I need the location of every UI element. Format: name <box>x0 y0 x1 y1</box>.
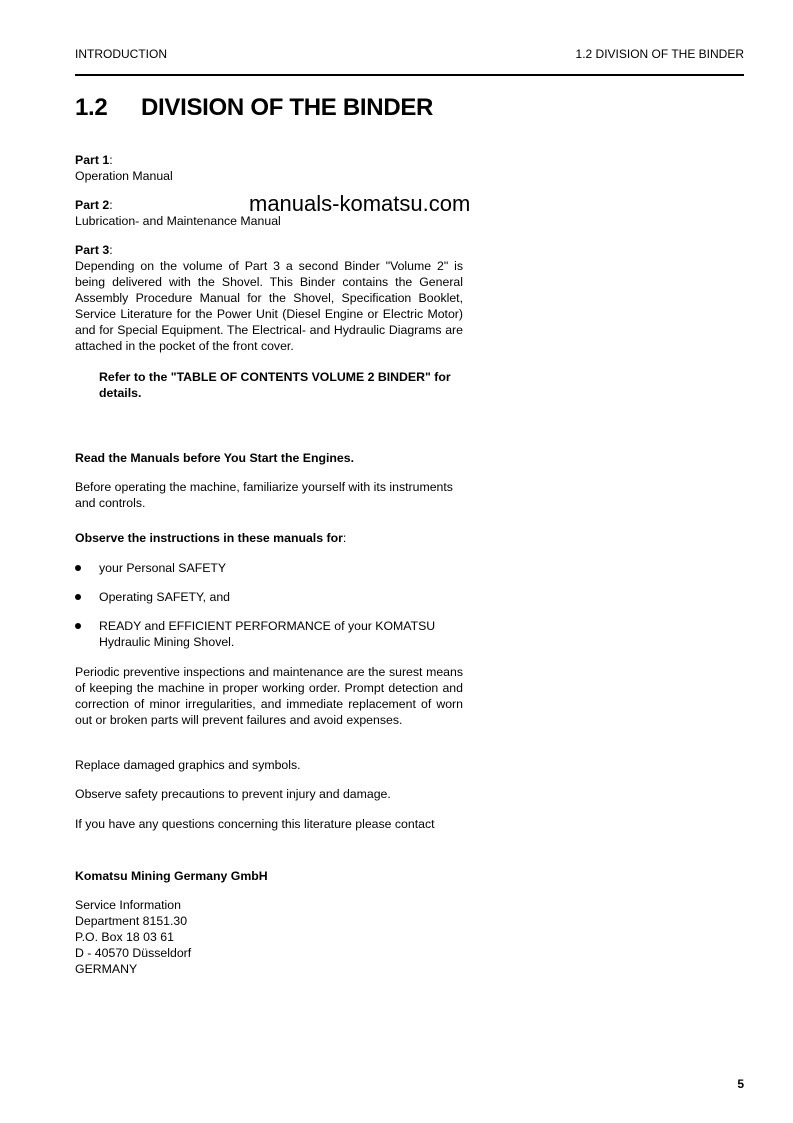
address-line: Service Information <box>75 898 181 912</box>
header-rule <box>75 74 744 76</box>
part-label: Part 2 <box>75 198 110 212</box>
running-header-left: INTRODUCTION <box>75 47 167 61</box>
part-1: Part 1: Operation Manual <box>75 152 463 184</box>
address-line: P.O. Box 18 03 61 <box>75 930 174 944</box>
part-description: Lubrication- and Maintenance Manual <box>75 214 281 228</box>
page-number: 5 <box>737 1077 744 1091</box>
part-label: Part 3 <box>75 243 110 257</box>
running-header-right: 1.2 DIVISION OF THE BINDER <box>575 47 744 61</box>
part-2: Part 2: Lubrication- and Maintenance Manual <box>75 197 463 229</box>
paragraph-graphics: Replace damaged graphics and symbols. <box>75 758 301 772</box>
part-label: Part 1 <box>75 153 110 167</box>
part-3: Part 3: Depending on the volume of Part 3 a second Binder "Volume 2" is being delivered with the Shovel. This Binder contains the General Assembly Procedure Manual for the Shovel, Specification Booklet, Service Literature for the Power Unit (Diesel Engine or Electric Motor) and for Special Equipment. The Electrical- and Hydraulic Diagrams are attached in the pocket of the front cover. <box>75 243 463 353</box>
bullet-icon <box>75 623 81 629</box>
paragraph-contact: If you have any questions concerning this literature please contact <box>75 817 435 831</box>
bullet-icon <box>75 565 81 571</box>
read-heading: Read the Manuals before You Start the Engines. <box>75 451 355 465</box>
section-title <box>75 93 433 123</box>
observe-heading: Observe the instructions in these manuals for: <box>75 531 347 545</box>
address-line: GERMANY <box>75 962 138 976</box>
address-line: Department 8151.30 <box>75 914 188 928</box>
section-number: 1.2 <box>75 94 108 121</box>
watermark: manuals-komatsu.com <box>249 191 471 216</box>
bullet-icon <box>75 594 81 600</box>
address-block <box>75 897 463 977</box>
paragraph-safety: Observe safety precautions to prevent injury and damage. <box>75 787 391 801</box>
company-name: Komatsu Mining Germany GmbH <box>75 869 268 883</box>
reference-note: Refer to the "TABLE OF CONTENTS VOLUME 2 BINDER" for details. <box>99 370 451 400</box>
part-description: Operation Manual <box>75 169 173 183</box>
section-title-text: DIVISION OF THE BINDER <box>141 94 434 121</box>
address-line: D - 40570 Düsseldorf <box>75 946 192 960</box>
paragraph-maintenance: Periodic preventive inspections and maintenance are the surest means of keeping the machine in proper working order. Prompt detection and correction of minor irregularities, and immediate replacement of worn out or broken parts will prevent failures and avoid expenses. <box>75 665 463 727</box>
read-text: Before operating the machine, familiarize yourself with its instruments and controls. <box>75 480 453 510</box>
part-description: Depending on the volume of Part 3 a second Binder "Volume 2" is being delivered with the Shovel. This Binder contains the General Assembly Procedure Manual for the Shovel, Specification Booklet, Service Literature for the Power Unit (Diesel Engine or Electric Motor) and for Special Equipment. The Electrical- and Hydraulic Diagrams are attached in the pocket of the front cover. <box>75 259 463 353</box>
